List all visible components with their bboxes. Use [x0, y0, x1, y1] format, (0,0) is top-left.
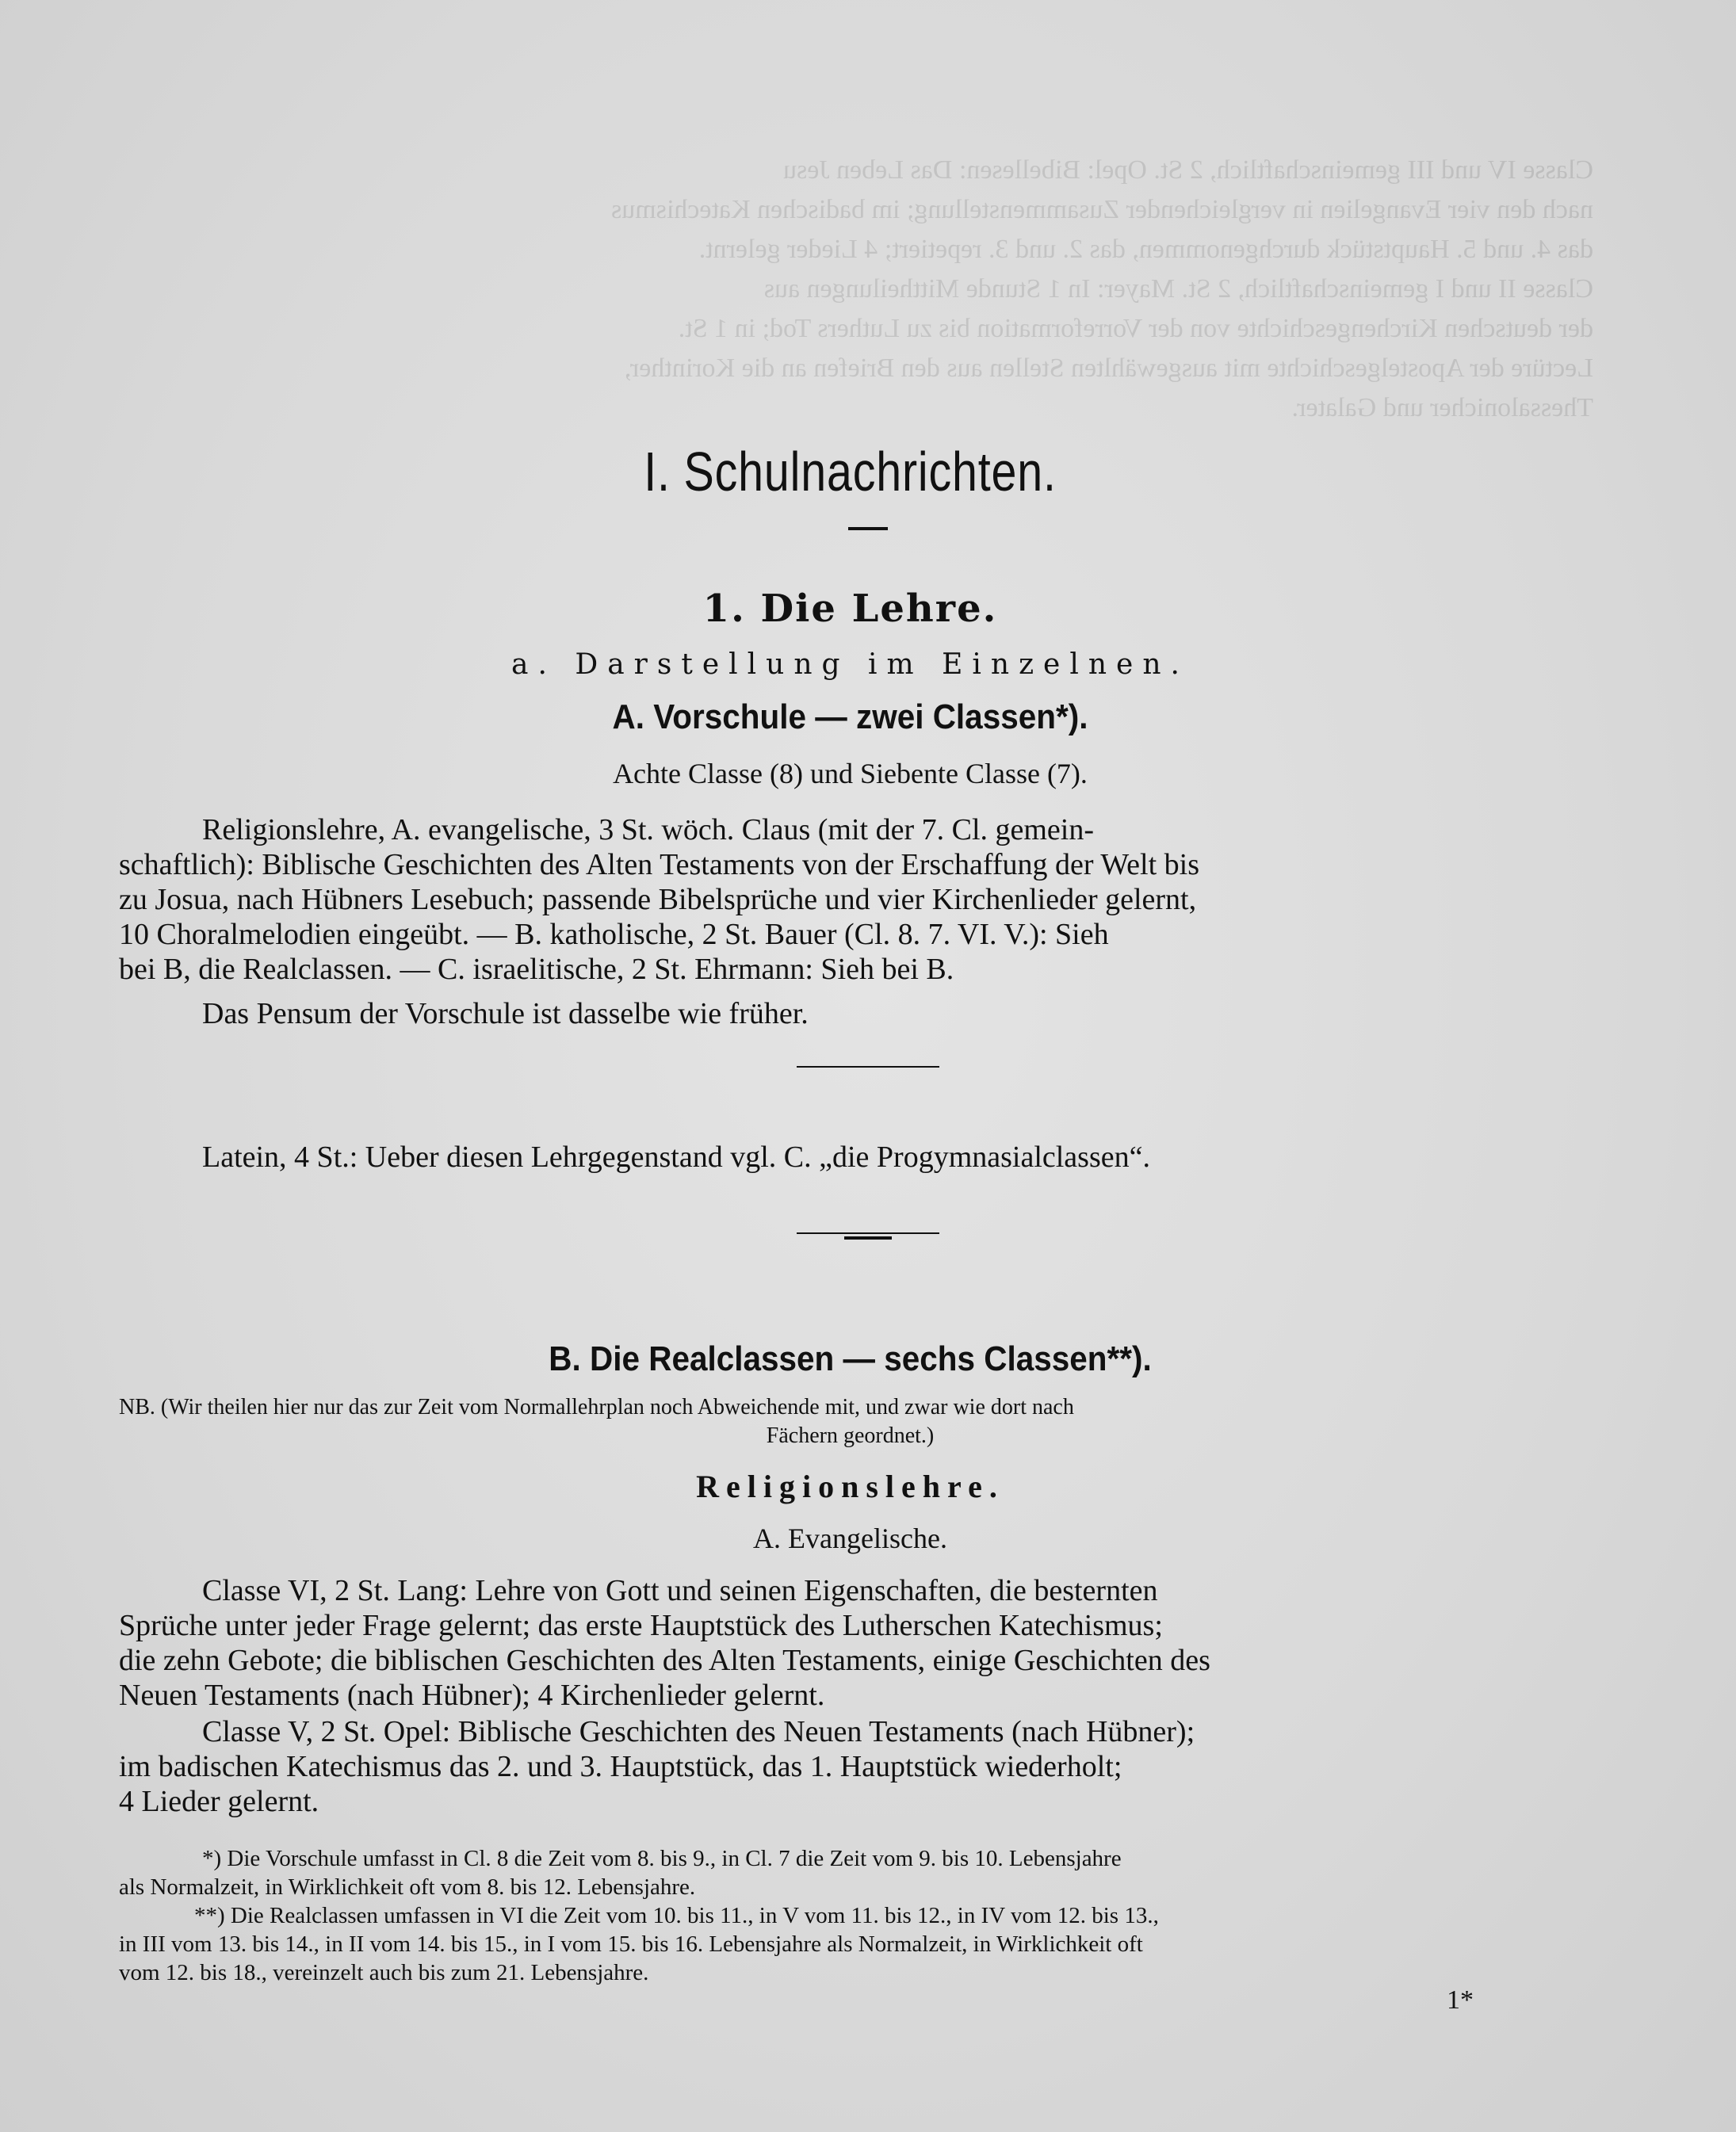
text-line: bei B, die Realclassen. — C. israelitische, 2 St. Ehrmann: Sieh bei B.: [119, 953, 954, 986]
page-title: I. Schulnachrichten.: [644, 441, 1057, 502]
section-heading-lehre: 1. Die Lehre.: [702, 586, 998, 631]
text-line: vom 12. bis 18., vereinzelt auch bis zum 21. Lebensjahre.: [119, 1960, 649, 1985]
text-line: als Normalzeit, in Wirklichkeit oft vom 8. bis 12. Lebensjahre.: [119, 1874, 696, 1900]
text-line: Classe VI, 2 St. Lang: Lehre von Gott und seinen Eigenschaften, die besternten: [202, 1574, 1158, 1607]
text-line: *) Die Vorschule umfasst in Cl. 8 die Zeit vom 8. bis 9., in Cl. 7 die Zeit vom 9. bis 10. Lebensjahre: [202, 1846, 1122, 1871]
note-nb: [119, 1393, 1581, 1450]
page-number: 1*: [1447, 1985, 1474, 2015]
text-line: Religionslehre, A. evangelische, 3 St. wöch. Claus (mit der 7. Cl. gemein-: [202, 813, 1095, 846]
paragraph-religion-vorschule: [119, 812, 1581, 987]
text-line: Neuen Testaments (nach Hübner); 4 Kirchenlieder gelernt.: [119, 1679, 825, 1712]
heading-evangelische: A. Evangelische.: [753, 1523, 947, 1554]
subheading-darstellung: a. Darstellung im Einzelnen.: [511, 648, 1189, 681]
heading-religionslehre: Religionslehre.: [696, 1469, 1004, 1504]
divider: [797, 1066, 939, 1068]
paragraph-classe-v: [119, 1714, 1581, 1819]
classes-line: Achte Classe (8) und Siebente Classe (7).: [613, 758, 1088, 789]
text-line: im badischen Katechismus das 2. und 3. Hauptstück, das 1. Hauptstück wiederholt;: [119, 1750, 1122, 1783]
text-line: **) Die Realclassen umfassen in VI die Zeit vom 10. bis 11., in V vom 11. bis 12., in IV vom 12. bis 13.,: [194, 1903, 1159, 1928]
text-line: NB. (Wir theilen hier nur das zur Zeit vom Normallehrplan noch Abweichende mit, und zwar wie dort nach: [119, 1395, 1074, 1419]
divider: [797, 1232, 939, 1234]
divider: [844, 1236, 892, 1240]
footnote-vorschule: [119, 1844, 1581, 1901]
text-line: in III vom 13. bis 14., in II vom 14. bis 15., in I vom 15. bis 16. Lebensjahre als Normalzeit, in Wirklichkeit oft: [119, 1931, 1143, 1957]
text-line: die zehn Gebote; die biblischen Geschichten des Alten Testaments, einige Geschichten des: [119, 1644, 1210, 1677]
text-line: schaftlich): Biblische Geschichten des Alten Testaments von der Erschaffung der Welt bis: [119, 848, 1199, 881]
paragraph-pensum: Das Pensum der Vorschule ist dasselbe wie früher.: [202, 997, 809, 1030]
text-line: 4 Lieder gelernt.: [119, 1785, 319, 1818]
text-line: Sprüche unter jeder Frage gelernt; das erste Hauptstück des Lutherschen Katechismus;: [119, 1609, 1163, 1642]
bleed-through-background: Classe IV und III gemeinschaftlich, 2 St. Opel: Bibellesen: Das Leben Jesu nach den vier Evangelien in vergleichender Zusammenstellung; im badischen Katechismus das 4. und 5. Hauptstück durchgenommen, das 2. und 3. repetiert; 4 Lieder gelernt. Classe II und I gemeinschaftlich, 2 St. Mayer: In 1 Stunde Mittheilungen aus der deutschen Kirchengeschichte von der Vorreformation bis zu Luthers Tod; in 1 St. Lectüre der Apostelgeschichte mit ausgewählten Stellen aus den Briefen an die Korinther, Thessalonicher und Galater.: [610, 155, 1593, 422]
paragraph-latein: Latein, 4 St.: Ueber diesen Lehrgegenstand vgl. C. „die Progymnasialclassen“.: [202, 1141, 1150, 1174]
text-line: Fächern geordnet.): [766, 1423, 935, 1448]
footnote-realclassen: [119, 1901, 1581, 1987]
text-line: zu Josua, nach Hübners Lesebuch; passende Bibelsprüche und vier Kirchenlieder gelernt,: [119, 883, 1197, 916]
text-line: 10 Choralmelodien eingeübt. — B. katholische, 2 St. Bauer (Cl. 8. 7. VI. V.): Sieh: [119, 918, 1109, 951]
heading-realclassen: B. Die Realclassen — sechs Classen**).: [549, 1339, 1152, 1378]
heading-vorschule: A. Vorschule — zwei Classen*).: [612, 697, 1088, 736]
paragraph-classe-vi: [119, 1573, 1581, 1713]
text-line: Classe V, 2 St. Opel: Biblische Geschichten des Neuen Testaments (nach Hübner);: [202, 1715, 1195, 1748]
divider: [848, 527, 888, 530]
